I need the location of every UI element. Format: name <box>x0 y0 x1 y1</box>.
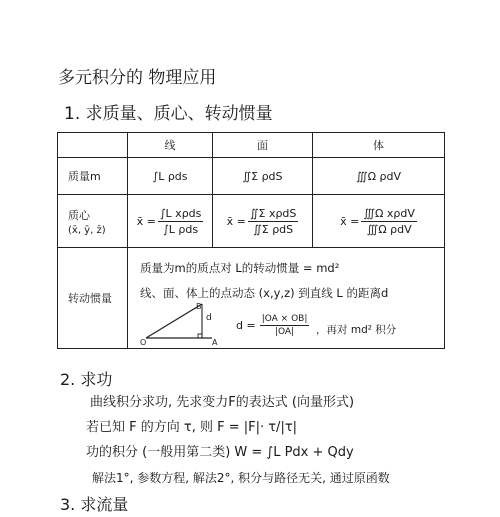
work-line-2: 若已知 F 的方向 τ, 则 F = |F|· τ/|τ| <box>86 420 298 435</box>
work-line-1: 曲线积分求功, 先求变力F的表达式 (向量形式) <box>90 395 355 410</box>
centroid-volume-num: ∭Ω xρdV <box>363 206 415 220</box>
centroid-surface-frac <box>248 207 299 236</box>
integral-table <box>57 132 445 349</box>
moment-note: ，再对 md² 积分 <box>316 324 397 336</box>
moment-line-2: 线、面、体上的点动态 (x,y,z) 到直线 L 的距离d <box>140 286 389 300</box>
label-a: A <box>212 338 218 346</box>
table-header-row <box>58 133 445 158</box>
label-o: O <box>140 338 147 346</box>
corner-cell <box>58 133 128 158</box>
moment-label: 转动惯量 <box>58 248 128 349</box>
centroid-volume-den: ∭Ω ρdV <box>366 222 412 236</box>
triangle-diagram <box>140 300 235 346</box>
xbar-lhs: x̄ = <box>136 214 156 228</box>
section-2-heading: 2. 求功 <box>60 370 113 389</box>
distance-num: |OA × OB| <box>261 314 308 324</box>
header-volume: 体 <box>313 133 445 158</box>
moment-row <box>58 248 445 349</box>
centroid-volume-frac <box>361 207 417 236</box>
distance-frac <box>260 314 310 337</box>
centroid-surface-den: ∬Σ ρdS <box>253 222 294 236</box>
centroid-row <box>58 195 445 248</box>
page-title: 多元积分的 物理应用 <box>58 68 217 88</box>
distance-den: |OA| <box>274 327 295 337</box>
centroid-line-num: ∫L xρds <box>159 206 202 220</box>
distance-lhs: d = <box>236 319 256 332</box>
moment-line-1: 质量为m的质点对 L的转动惯量 = md² <box>140 261 340 275</box>
mass-row <box>58 158 445 195</box>
section-3-heading: 3. 求流量 <box>60 495 129 514</box>
mass-surface: ∬Σ ρdS <box>213 158 313 195</box>
centroid-label-cell <box>58 195 128 248</box>
centroid-surface <box>213 195 313 248</box>
moment-cell <box>128 248 445 349</box>
header-line: 线 <box>128 133 213 158</box>
centroid-surface-num: ∬Σ xρdS <box>249 206 297 220</box>
header-surface: 面 <box>213 133 313 158</box>
centroid-sub: (x̄, ȳ, z̄) <box>68 224 106 236</box>
centroid-volume <box>313 195 445 248</box>
label-d: d <box>206 313 212 323</box>
centroid-line-frac <box>158 207 204 236</box>
mass-volume: ∭Ω ρdV <box>313 158 445 195</box>
section-1-heading: 1. 求质量、质心、转动惯量 <box>64 104 273 124</box>
centroid-line-den: ∫L ρds <box>163 222 199 236</box>
distance-formula <box>236 314 309 337</box>
work-line-3: 功的积分 (一般用第二类) W = ∫L Pdx + Qdy <box>86 445 354 460</box>
mass-line: ∫L ρds <box>128 158 213 195</box>
xbar-lhs: x̄ = <box>340 214 360 228</box>
xbar-lhs: x̄ = <box>226 214 246 228</box>
centroid-line <box>128 195 213 248</box>
label-b: B <box>196 302 202 311</box>
centroid-label: 质心 <box>68 208 90 222</box>
work-line-4: 解法1°, 参数方程, 解法2°, 积分与路径无关, 通过原函数 <box>92 471 390 485</box>
mass-label: 质量m <box>58 158 128 195</box>
